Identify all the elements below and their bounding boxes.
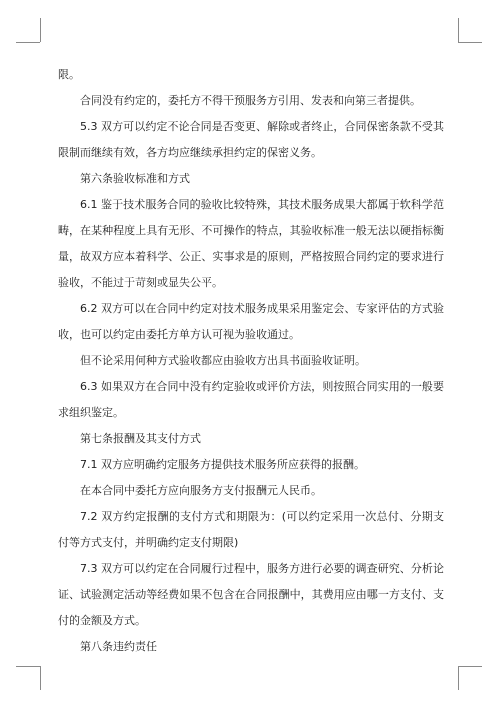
clause-6-2: 6.2 双方可以在合同中约定对技术服务成果采用鉴定会、专家评估的方式验收，也可以约定由委托方单方认可视为验收通过。: [58, 302, 444, 341]
crop-mark-top-right-v: [458, 18, 459, 42]
crop-mark-bottom-right-v: [458, 666, 459, 690]
crop-mark-top-left-h: [16, 42, 40, 43]
clause-7-3: 7.3 双方可以约定在合同履行过程中，服务方进行必要的调查研究、分析论证、试验测定活动等经费如果不包含在合同报酬中，其费用应由哪一方支付、支付的金额及方式。: [58, 562, 444, 627]
paragraph-payment-amount: 在本合同中委托方应向服务方支付报酬元人民币。: [80, 484, 322, 497]
heading-article-6: 第六条验收标准和方式: [80, 172, 190, 185]
heading-article-7: 第七条报酬及其支付方式: [80, 432, 201, 445]
clause-7-1: 7.1 双方应明确约定服务方提供技术服务所应获得的报酬。: [80, 458, 365, 471]
paragraph-no-agreement: 合同没有约定的，委托方不得干预服务方引用、发表和向第三者提供。: [80, 94, 421, 107]
clause-6-1: 6.1 鉴于技术服务合同的验收比较特殊，其技术服务成果大都属于软科学范畴，在某种程度上具有无形、不可操作的特点，其验收标准一般无法以硬指标衡量，故双方应本着科学、公正、实事求是的原则，严格按照合同约定的要求进行验收，不能过于苛刻或显失公平。: [58, 198, 444, 289]
crop-mark-top-left-v: [40, 18, 41, 42]
crop-mark-bottom-left-h: [16, 666, 40, 667]
clause-5-3: 5.3 双方可以约定不论合同是否变更、解除或者终止，合同保密条款不受其限制而继续有效，各方均应继续承担约定的保密义务。: [58, 120, 444, 159]
heading-article-8: 第八条违约责任: [80, 640, 157, 653]
crop-mark-bottom-left-v: [40, 666, 41, 690]
crop-mark-top-right-h: [458, 42, 482, 43]
paragraph-continuation: 限。: [58, 68, 80, 81]
paragraph-acceptance-proof: 但不论采用何种方式验收都应由验收方出具书面验收证明。: [80, 354, 366, 367]
clause-6-3: 6.3 如果双方在合同中没有约定验收或评价方法，则按照合同实用的一般要求组织鉴定。: [58, 380, 444, 419]
crop-mark-bottom-right-h: [458, 666, 482, 667]
clause-7-2: 7.2 双方约定报酬的支付方式和期限为：(可以约定采用一次总付、分期支付等方式支付，并明确约定支付期限): [58, 510, 444, 549]
